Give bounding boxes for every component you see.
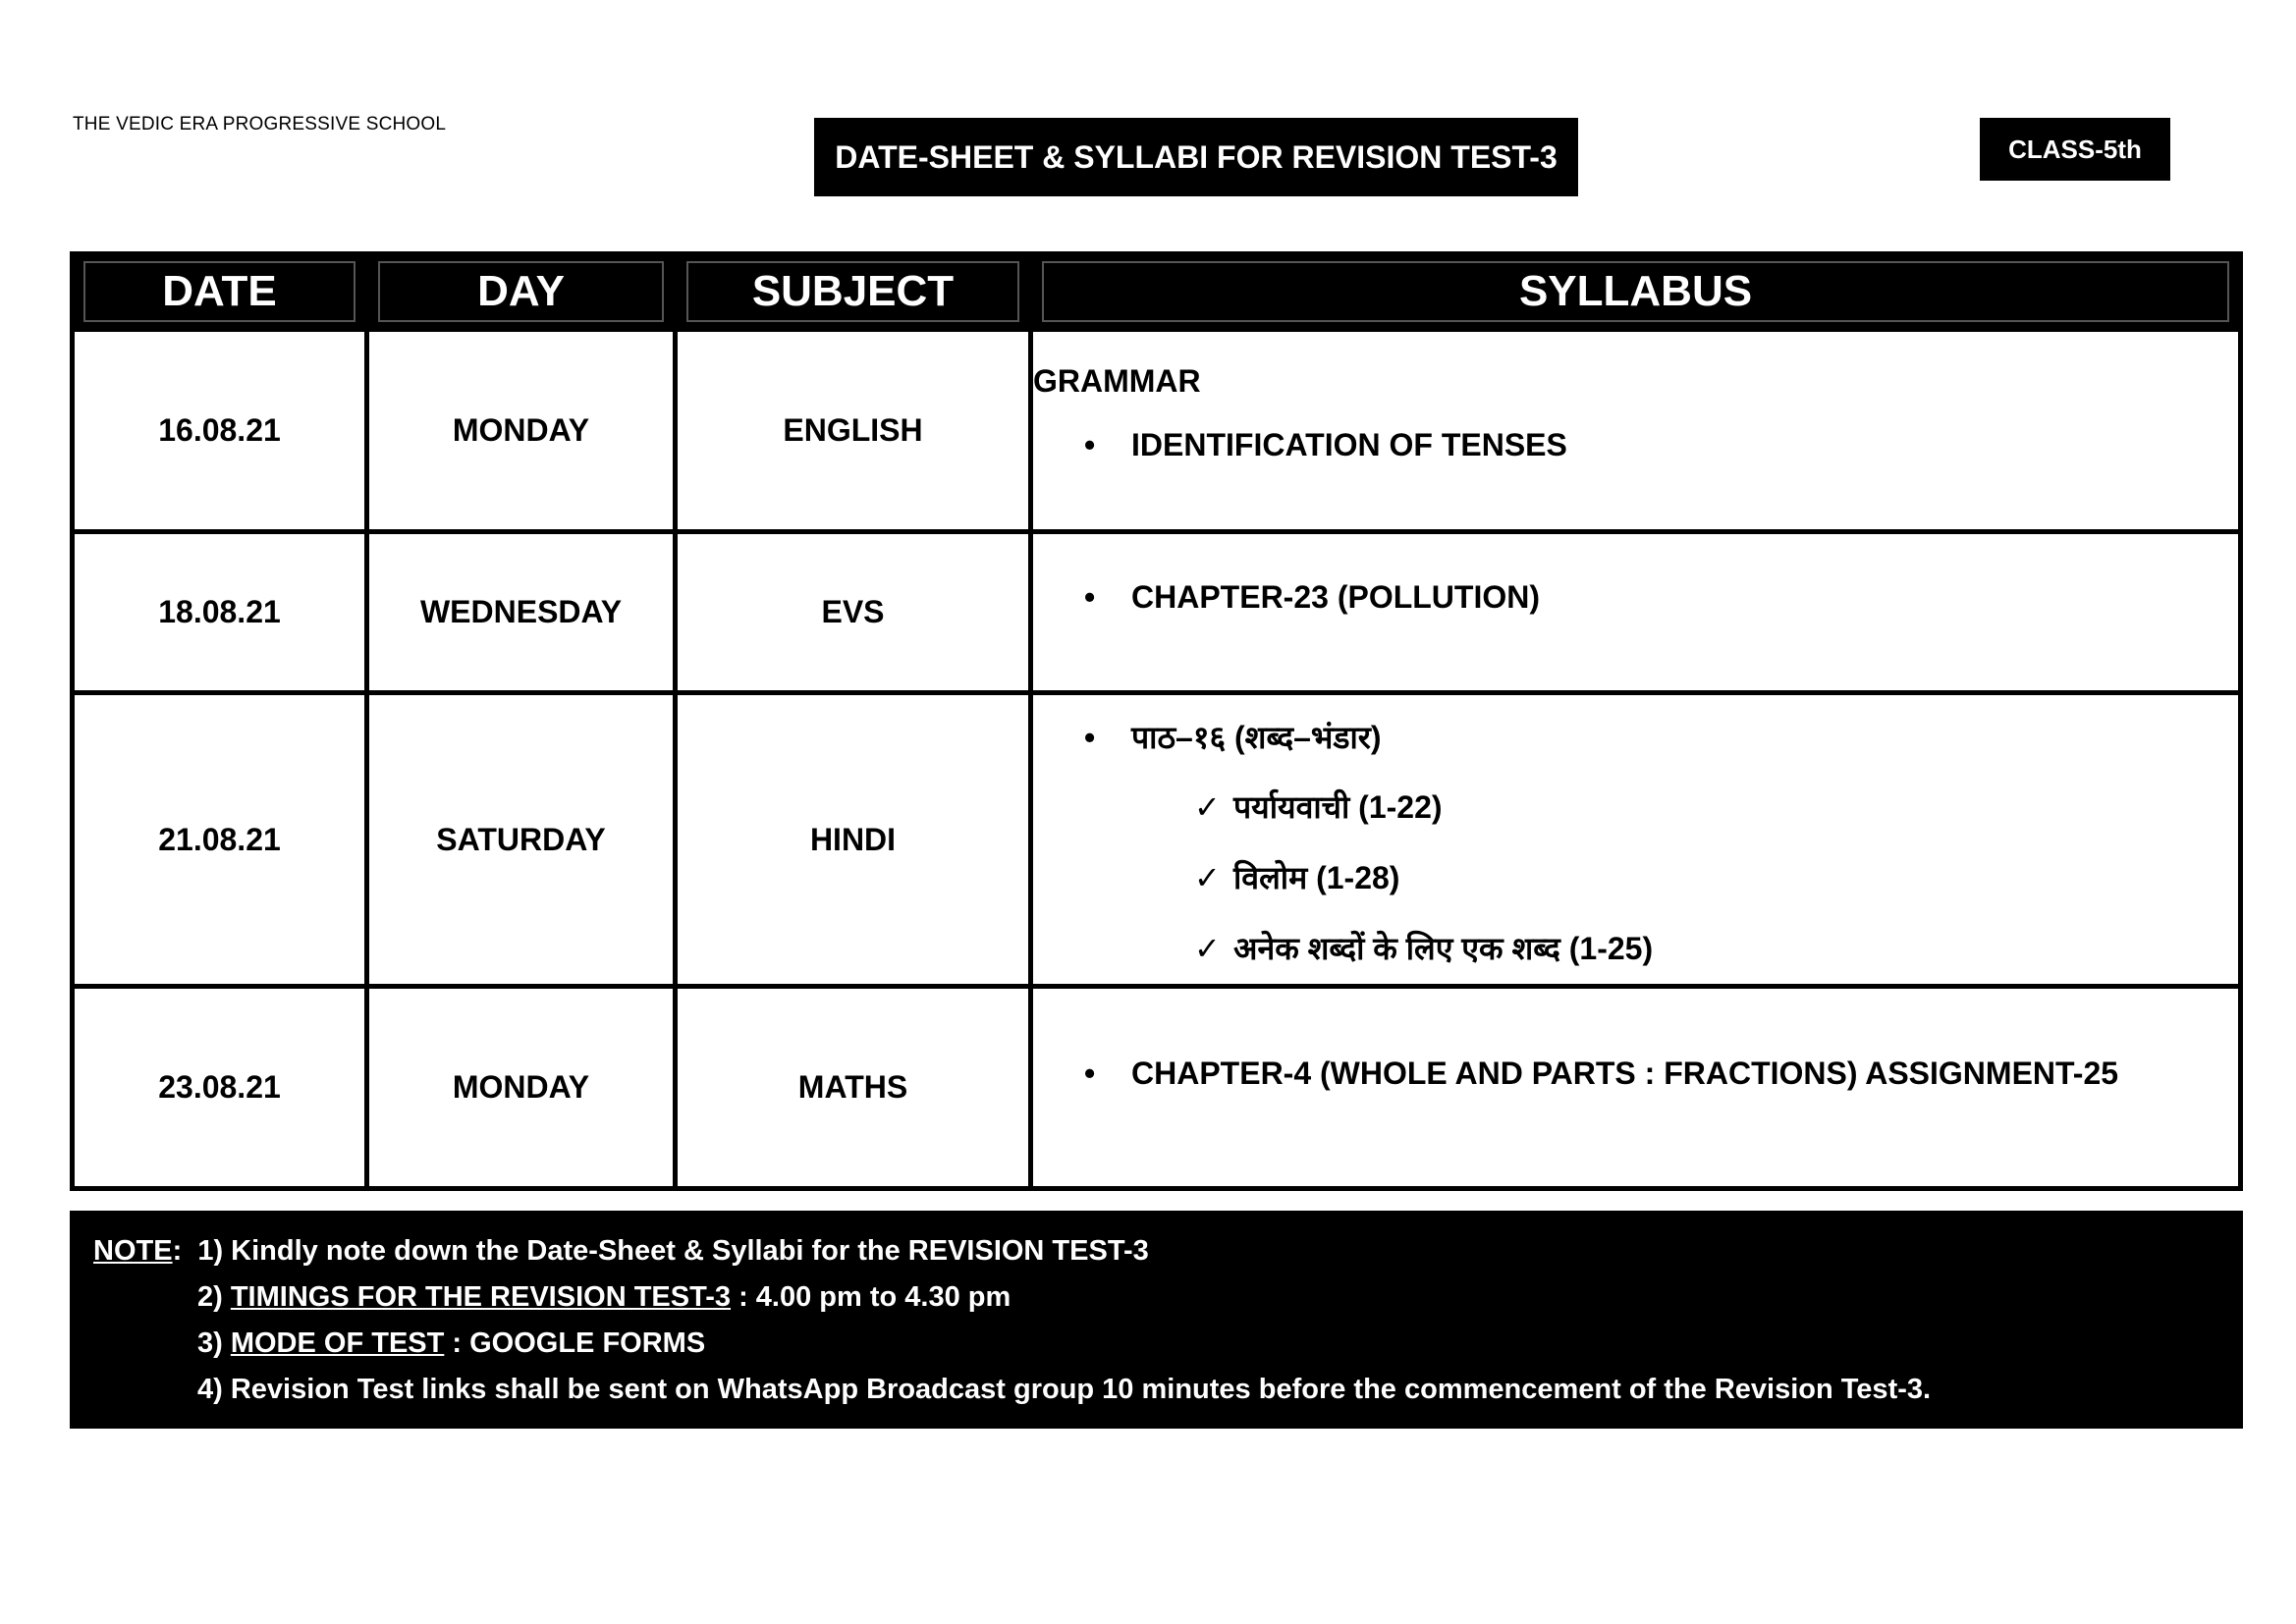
syllabus-list [1033,427,2238,463]
syllabus-heading: GRAMMAR [1033,363,1201,399]
date-cell: 16.08.21 [73,330,367,532]
syllabus-item: • पाठ–१६ (शब्द–भंडार) [1033,703,2238,772]
date-cell: 21.08.21 [73,693,367,987]
subject-cell: ENGLISH [676,330,1031,532]
header-subject-label: SUBJECT [686,261,1019,322]
syllabus-subitem: ✓ विलोम (1-28) [1033,842,2238,913]
day-cell: MONDAY [367,987,676,1189]
school-name: THE VEDIC ERA PROGRESSIVE SCHOOL [73,114,447,135]
table-row [73,693,2241,987]
day-cell: SATURDAY [367,693,676,987]
syllabus-sublist [1033,772,2238,984]
day-cell: MONDAY [367,330,676,532]
header-syllabus-label: SYLLABUS [1042,261,2229,322]
page-title: DATE-SHEET & SYLLABI FOR REVISION TEST-3 [814,118,1578,196]
syllabus-cell [1031,532,2241,693]
note-line-3-emphasis: MODE OF TEST [230,1327,445,1359]
note-line-4: 4) Revision Test links shall be sent on WhatsApp Broadcast group 10 minutes before the commencement of the Revision Test-3. [197,1374,1932,1405]
note-label: NOTE [93,1235,173,1267]
header-day-label: DAY [378,261,664,322]
note-box [70,1211,2243,1429]
table-header-row [73,254,2241,330]
table-row [73,532,2241,693]
header-subject [676,254,1031,330]
class-badge: CLASS-5th [1980,118,2170,181]
date-cell: 23.08.21 [73,987,367,1189]
syllabus-item: • CHAPTER-4 (WHOLE AND PARTS : FRACTIONS) ASSIGNMENT-25 [1033,1056,2238,1092]
header-syllabus [1031,254,2241,330]
table-row [73,987,2241,1189]
subject-cell: MATHS [676,987,1031,1189]
note-line-1 [93,1228,2243,1274]
syllabus-cell [1031,693,2241,987]
note-line-2-number: 2) [197,1281,231,1313]
header-date-label: DATE [83,261,355,322]
syllabus-subitem: ✓ अनेक शब्दों के लिए एक शब्द (1-25) [1033,913,2238,984]
syllabus-subitem: ✓ पर्यायवाची (1-22) [1033,772,2238,842]
syllabus-list [1033,1056,2238,1092]
syllabus-cell [1031,987,2241,1189]
header-day [367,254,676,330]
syllabus-item: • IDENTIFICATION OF TENSES [1033,427,2238,463]
date-sheet-table [70,251,2243,1191]
day-cell: WEDNESDAY [367,532,676,693]
note-line-2-emphasis: TIMINGS FOR THE REVISION TEST-3 [230,1281,732,1313]
note-line-1-text: : 1) Kindly note down the Date-Sheet & Syllabi for the REVISION TEST-3 [172,1235,1149,1267]
syllabus-list [1033,703,2238,772]
note-line-2 [93,1274,2243,1321]
note-line-3 [93,1321,2243,1367]
subject-cell: HINDI [676,693,1031,987]
date-cell: 18.08.21 [73,532,367,693]
subject-cell: EVS [676,532,1031,693]
syllabus-cell [1031,330,2241,532]
header-date [73,254,367,330]
syllabus-item: • CHAPTER-23 (POLLUTION) [1033,579,2238,616]
note-line-3-number: 3) [197,1327,231,1359]
syllabus-list [1033,579,2238,616]
note-line-2-text: : 4.00 pm to 4.30 pm [731,1281,1011,1313]
table-row [73,330,2241,532]
note-line-3-text: : GOOGLE FORMS [444,1327,706,1359]
